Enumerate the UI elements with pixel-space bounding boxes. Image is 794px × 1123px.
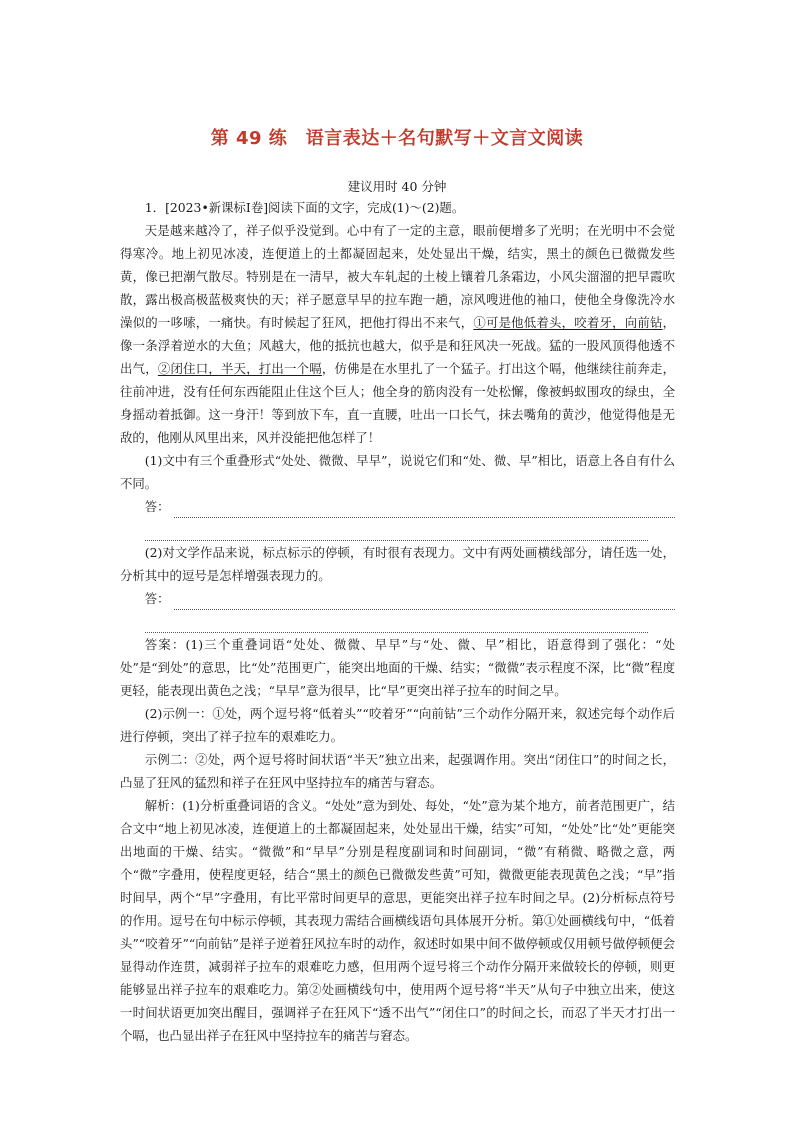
answer-label: 答： <box>144 591 170 606</box>
answer-field-1[interactable] <box>120 495 675 518</box>
suggested-time: 建议用时 40 分钟 <box>347 179 447 194</box>
sub-question-1: (1)文中有三个重叠形式“处处、微微、早早”，说说它们和“处、微、早”相比，语意上各自有什么不同。 <box>120 453 675 491</box>
passage-part-b: ，像一条浮着逆水的大鱼；风越大，他的抵抗也越大，似乎是和狂风决一死战。猛的一股风顶得他透不出气， <box>120 315 676 376</box>
answer-part-3: 示例二：②处，两个逗号将时间状语“半天”独立出来，起强调作用。突出“闭住口”的时间之长，凸显了狂风的猛烈和祥子在狂风中坚持拉车的痛苦与窘态。 <box>120 752 675 790</box>
answer-dotted-line <box>174 594 675 610</box>
underlined-sentence-1: ①可是他低着头，咬着牙，向前钻 <box>473 315 663 330</box>
answer-part-1: 答案：(1)三个重叠词语“处处、微微、早早”与“处、微、早”相比，语意得到了强化：“处处”是“到处”的意思，比“处”范围更广，能突出地面的干燥、结实；“微微”表示程度不深，比“微”程度更轻，能表现出黄色之浅；“早早”意为很早，比“早”更突出祥子拉车的时间之早。 <box>120 637 675 698</box>
answer-field-2[interactable] <box>120 587 675 610</box>
answer-label: 答： <box>144 499 170 514</box>
answer-field-2-line-2[interactable] <box>120 610 675 633</box>
page-title: 第 49 练 语言表达＋名句默写＋文言文阅读 <box>210 128 584 149</box>
question-intro: 1．[2023•新课标Ⅰ卷]阅读下面的文字，完成(1)～(2)题。 <box>144 200 465 215</box>
answer-field-1-line-2[interactable] <box>120 518 675 541</box>
passage-part-c: ，仿佛是在水里扎了一个猛子。打出这个嗝，他继续往前奔走，往前冲进，没有任何东西能阻止住这个巨人；他全身的筋肉没有一处松懈，像被蚂蚁围攻的绿虫，全身摇动着抵御。这一身汗！等到放下车，直一直腰，吐出一口长气，抹去嘴角的黄沙，他觉得他是无敌的，他刚从风里出来，风并没能把他怎样了！ <box>120 361 676 445</box>
answer-part-2: (2)示例一：①处，两个逗号将“低着头”“咬着牙”“向前钻”三个动作分隔开来，叙述完每个动作后进行停顿，突出了祥子拉车的艰难吃力。 <box>120 706 675 744</box>
passage-part-a: 天是越来越冷了，祥子似乎没觉到。心中有了一定的主意，眼前便增多了光明；在光明中不会觉得寒冷。地上初见冰凌，连便道上的土都凝固起来，处处显出干燥，结实，黑土的颜色已微微发些黄，像已把潮气散尽。特别是在一清早，被大车轧起的土棱上镶着几条霜边，小风尖溜溜的把早霞吹散，露出极高极蓝极爽快的天；祥子愿意早早的拉车跑一趟，凉风嗖进他的袖口，使他全身像洗冷水澡似的一哆嗦，一痛快。有时候起了狂风，把他打得出不来气， <box>120 223 675 330</box>
sub-question-2: (2)对文学作品来说，标点标示的停顿，有时很有表现力。文中有两处画横线部分，请任选一处，分析其中的逗号是怎样增强表现力的。 <box>120 545 675 583</box>
analysis-text: 解析：(1)分析重叠词语的含义。“处处”意为到处、每处，“处”意为某个地方，前者范围更广，结合文中“地上初见冰凌，连便道上的土都凝固起来，处处显出干燥，结实”可知，“处处”比“处”更能突出地面的干燥、结实。“微微”和“早早”分别是程度副词和时间副词，“微”有稍微、略微之意，两个“微”字叠用，使程度更轻，结合“黑土的颜色已微微发些黄”可知，微微更能表现黄色之浅；“早”指时间早，两个“早”字叠用，有比平常时间更早的意思，更能突出祥子拉车时间之早。(2)分析标点符号的作用。逗号在句中标示停顿，其表现力需结合画横线语句具体展开分析。第①处画横线句中，“低着头”“咬着牙”“向前钻”是祥子逆着狂风拉车时的动作，叙述时如果中间不做停顿或仅用顿号做停顿便会显得动作连贯，减弱祥子拉车的艰难吃力感，但用两个逗号将三个动作分隔开来做较长的停顿，则更能够显出祥子拉车的艰难吃力。第②处画横线句中，使用两个逗号将“半天”从句子中独立出来，使这一时间状语更加突出醒目，强调祥子在狂风下“透不出气”“闭住口”的时间之长，而忍了半天才打出一个嗝，也凸显出祥子在狂风中坚持拉车的痛苦与窘态。 <box>120 798 675 1043</box>
question-content <box>120 196 675 1047</box>
answer-dotted-line <box>174 502 675 518</box>
reading-passage <box>120 219 675 449</box>
underlined-sentence-2: ②闭住口，半天，打出一个嗝 <box>157 361 322 376</box>
